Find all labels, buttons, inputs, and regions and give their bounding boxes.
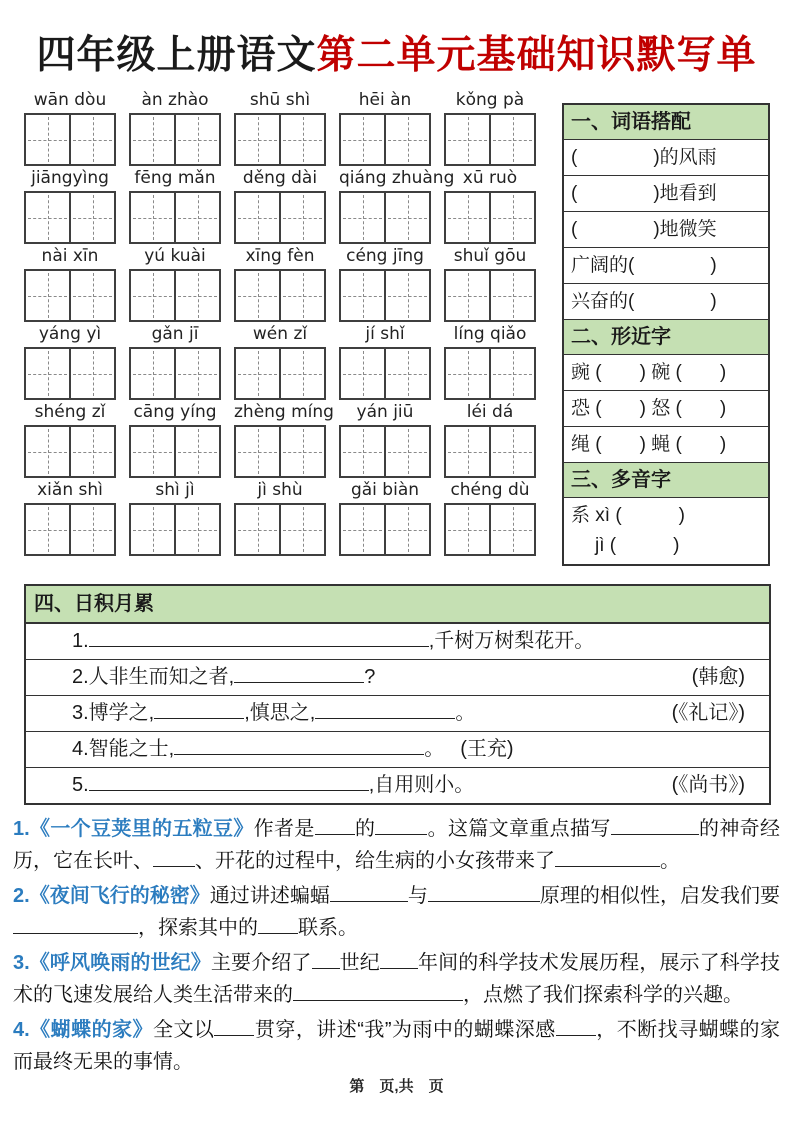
pinyin-row-4: [24, 324, 548, 400]
sidebar-section-header-word-match: 一、词语搭配: [564, 105, 768, 140]
pinyin-word: wén zǐ: [252, 324, 308, 344]
accumulation-table: [24, 584, 771, 805]
pinyin-word: xiǎn shì: [37, 480, 103, 500]
writing-grid: [24, 347, 116, 400]
pinyin-word: gǎi biàn: [350, 480, 420, 500]
writing-grid: [339, 191, 431, 244]
word-match-row: ( )的风雨: [564, 140, 768, 176]
fill-blank: [89, 770, 369, 791]
pinyin-word: yán jiū: [356, 402, 414, 422]
page-number-footer: 第 页,共 页: [349, 1078, 444, 1095]
writing-grid: [234, 113, 326, 166]
fill-blank: [556, 1015, 596, 1036]
pinyin-row-3: [24, 246, 548, 322]
writing-grid: [234, 425, 326, 478]
page-title: [0, 24, 793, 80]
pinyin-word: cāng yíng: [133, 402, 217, 422]
writing-grid: [129, 191, 221, 244]
writing-grid: [24, 503, 116, 556]
paragraph-1: 1.《一个豆荚里的五粒豆》作者是 的 。这篇文章重点描写 的神奇经历，它在长叶、 、开花的过程中，给生病的小女孩带来了 。: [13, 813, 780, 877]
polyphone-row: jì ( ): [595, 535, 680, 556]
fill-blank: [293, 980, 463, 1001]
fill-blank: [380, 948, 418, 969]
fill-blank: [154, 698, 244, 719]
fill-blank: [555, 846, 660, 867]
pinyin-word: qiáng zhuàng: [339, 168, 455, 188]
pinyin-word: àn zhào: [141, 90, 209, 110]
fill-blank: [234, 662, 364, 683]
pinyin-word: shū shì: [249, 90, 311, 110]
pinyin-word: shuǐ gōu: [453, 246, 527, 266]
fill-blank: [611, 814, 699, 835]
fill-blank: [312, 948, 340, 969]
writing-grid: [24, 113, 116, 166]
writing-grid: [339, 269, 431, 322]
pinyin-word: xū ruò: [462, 168, 518, 188]
pinyin-word: yú kuài: [144, 246, 206, 266]
fill-blank: [375, 814, 427, 835]
pinyin-word: céng jīng: [346, 246, 424, 266]
book-title: 3.《呼风唤雨的世纪》: [13, 952, 211, 974]
fill-blank: [428, 881, 540, 902]
writing-grid: [129, 269, 221, 322]
page-title-red: 第二单元基础知识默写单: [316, 34, 757, 77]
writing-grid: [234, 269, 326, 322]
sidebar-section-header-similar-chars: 二、形近字: [564, 320, 768, 355]
fill-blank: [174, 734, 424, 755]
word-match-row: ( )地看到: [564, 176, 768, 212]
comprehension-section: [13, 813, 780, 1078]
pinyin-word: gǎn jī: [151, 324, 199, 344]
writing-grid: [129, 347, 221, 400]
writing-grid: [339, 113, 431, 166]
pinyin-word: jiāngyìng: [31, 168, 109, 188]
writing-grid: [339, 347, 431, 400]
pinyin-word: fēng mǎn: [134, 168, 216, 188]
writing-grid: [444, 113, 536, 166]
fill-blank: [330, 881, 408, 902]
accumulation-row: 5. ,自用则小。 (《尚书》): [26, 768, 769, 803]
pinyin-row-5: [24, 402, 548, 478]
quote-source: (韩愈): [691, 666, 745, 688]
writing-grid: [444, 425, 536, 478]
pinyin-row-1: [24, 90, 548, 166]
accumulation-header: 四、日积月累: [26, 586, 769, 624]
writing-grid: [444, 347, 536, 400]
fill-blank: [214, 1015, 254, 1036]
word-match-row: ( )地微笑: [564, 212, 768, 248]
accumulation-row: 3.博学之, ,慎思之, 。 (《礼记》): [26, 696, 769, 732]
writing-grid: [234, 503, 326, 556]
pinyin-row-6: [24, 480, 548, 556]
pinyin-word: chéng dù: [450, 480, 530, 500]
paragraph-4: 4.《蝴蝶的家》全文以 贯穿，讲述“我”为雨中的蝴蝶深感 ，不断找寻蝴蝶的家而最终无果的事情。: [13, 1014, 780, 1078]
pinyin-word: yáng yì: [38, 324, 102, 344]
fill-blank: [258, 913, 298, 934]
pinyin-word: jí shǐ: [365, 324, 405, 344]
fill-blank: [315, 698, 455, 719]
fill-blank: [13, 913, 138, 934]
writing-grid: [24, 425, 116, 478]
page-title-black: 四年级上册语文: [36, 34, 317, 77]
accumulation-row: 4.智能之士, 。 (王充): [26, 732, 769, 768]
writing-grid: [129, 425, 221, 478]
writing-grid: [444, 191, 536, 244]
pinyin-word: děng dài: [242, 168, 318, 188]
pinyin-word: hēi àn: [358, 90, 412, 110]
writing-grid: [24, 191, 116, 244]
fill-blank: [315, 814, 355, 835]
pinyin-word: shéng zǐ: [34, 402, 106, 422]
similar-chars-row: 恐 ( ) 怒 ( ): [564, 391, 768, 427]
pinyin-word: shì jì: [155, 480, 195, 500]
book-title: 4.《蝴蝶的家》: [13, 1019, 153, 1041]
pinyin-word: léi dá: [466, 402, 514, 422]
pinyin-word: jì shù: [257, 480, 303, 500]
pinyin-word: kǒng pà: [455, 90, 525, 110]
quote-source: (王充): [460, 738, 514, 760]
similar-chars-row: 豌 ( ) 碗 ( ): [564, 355, 768, 391]
writing-grid: [234, 347, 326, 400]
pinyin-grid-section: [24, 90, 548, 558]
quote-source: (《礼记》): [671, 702, 745, 724]
book-title: 2.《夜间飞行的秘密》: [13, 885, 210, 907]
writing-grid: [129, 113, 221, 166]
pinyin-word: zhèng míng: [234, 402, 334, 422]
word-match-row: 兴奋的( ): [564, 284, 768, 320]
fill-blank: [153, 846, 195, 867]
main-content: [0, 80, 793, 566]
writing-grid: [129, 503, 221, 556]
sidebar-section-header-polyphones: 三、多音字: [564, 463, 768, 498]
polyphone-row: 系 xì ( ): [571, 505, 685, 526]
fill-blank: [89, 626, 429, 647]
writing-grid: [339, 425, 431, 478]
sidebar-exercises: [562, 103, 770, 566]
book-title: 1.《一个豆荚里的五粒豆》: [13, 818, 254, 840]
pinyin-word: líng qiǎo: [453, 324, 527, 344]
writing-grid: [24, 269, 116, 322]
paragraph-2: 2.《夜间飞行的秘密》通过讲述蝙蝠 与 原理的相似性，启发我们要，探索其中的 联系。: [13, 880, 780, 944]
writing-grid: [444, 269, 536, 322]
similar-chars-row: 绳 ( ) 蝇 ( ): [564, 427, 768, 463]
writing-grid: [339, 503, 431, 556]
pinyin-row-2: [24, 168, 548, 244]
word-match-row: 广阔的( ): [564, 248, 768, 284]
pinyin-word: nài xīn: [41, 246, 99, 266]
accumulation-row: 1. ,千树万树梨花开。: [26, 624, 769, 660]
pinyin-word: wān dòu: [33, 90, 107, 110]
quote-source: (《尚书》): [671, 774, 745, 796]
writing-grid: [234, 191, 326, 244]
accumulation-row: 2.人非生而知之者, ? (韩愈): [26, 660, 769, 696]
writing-grid: [444, 503, 536, 556]
pinyin-word: xīng fèn: [245, 246, 315, 266]
paragraph-3: 3.《呼风唤雨的世纪》主要介绍了 世纪 年间的科学技术发展历程，展示了科学技术的飞速发展给人类生活带来的 ，点燃了我们探索科学的兴趣。: [13, 947, 780, 1011]
polyphone-rows: [564, 498, 768, 564]
